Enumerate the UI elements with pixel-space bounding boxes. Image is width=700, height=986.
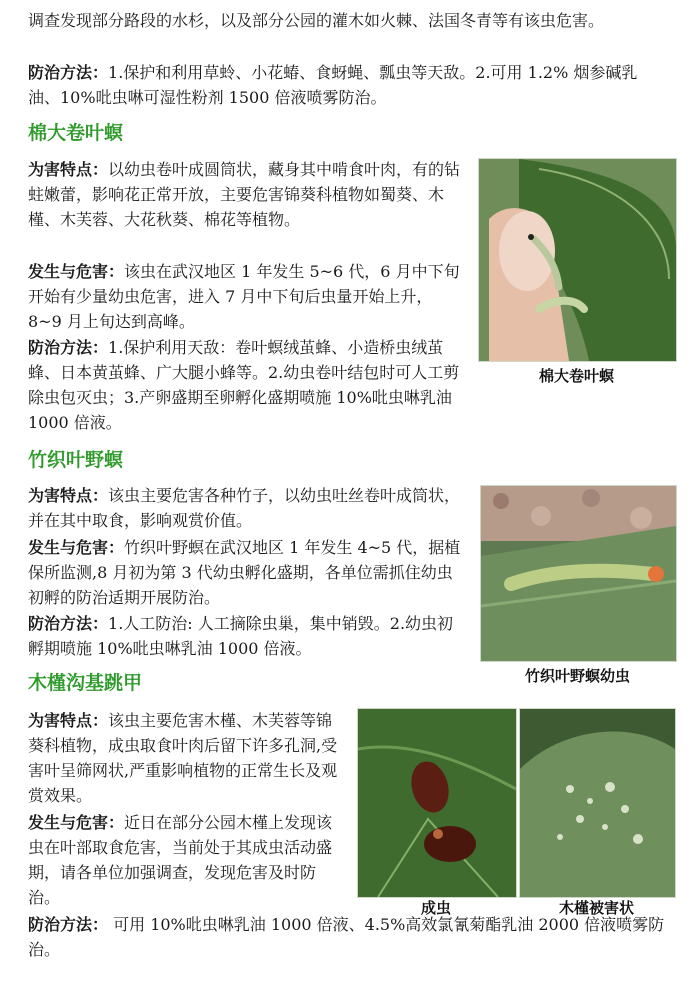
s1-damage-label: 为害特点： <box>28 160 109 179</box>
s3-occurrence-label: 发生与危害： <box>28 813 125 832</box>
intro-text <box>28 8 668 33</box>
s1-control-text: 1.保护利用天敌：卷叶螟绒茧蜂、小造桥虫绒茧蜂、日本黄茧蜂、广大腿小蜂等。2.幼虫卷叶结包时可人工剪除虫包灭虫；3.产卵盛期至卵孵化盛期喷施 10%吡虫啉乳油 1000 倍液。 <box>28 338 460 432</box>
s3-control-label: 防治方法： <box>28 915 109 934</box>
s1-control-label: 防治方法： <box>28 338 109 357</box>
caption-cotton-leafroller: 棉大卷叶螟 <box>538 367 614 385</box>
section-title-hibiscus-flea-beetle: 木槿沟基跳甲 <box>28 672 143 694</box>
s3-damage-text: 该虫主要危害木槿、木芙蓉等锦葵科植物，成虫取食叶肉后留下许多孔洞,受害叶呈筛网状,严重影响植物的正常生长及观赏效果。 <box>28 711 338 805</box>
caption-bamboo-larva: 竹织叶野螟幼虫 <box>524 667 630 685</box>
s1-damage <box>28 157 463 232</box>
s2-damage <box>28 483 468 533</box>
s2-damage-text: 该虫主要危害各种竹子，以幼虫吐丝卷叶成筒状，并在其中取食，影响观赏价值。 <box>28 486 461 530</box>
s1-control <box>28 335 463 435</box>
s3-control-text: 可用 10%吡虫啉乳油 1000 倍液、4.5%高效氯氰菊酯乳油 2000 倍液喷雾防治。 <box>28 915 665 959</box>
s3-damage <box>28 708 346 808</box>
intro-control-text: 1.保护和利用草蛉、小花蝽、食蚜蝇、瓢虫等天敌。2.可用 1.2% 烟参碱乳油、10%吡虫啉可湿性粉剂 1500 倍液喷雾防治。 <box>28 63 638 107</box>
s2-control-text: 1.人工防治: 人工摘除虫巢，集中销毁。2.幼虫初孵期喷施 10%吡虫啉乳油 1000 倍液。 <box>28 614 454 658</box>
s2-occurrence-text: 竹织叶野螟在武汉地区 1 年发生 4~5 代，据植保所监测,8 月初为第 3 代幼虫孵化盛期，各单位需抓住幼虫初孵的防治适期开展防治。 <box>28 538 461 607</box>
flea-beetle-adult-photo <box>357 708 517 898</box>
section-title-cotton-leafroller: 棉大卷叶螟 <box>28 122 124 144</box>
caption-adult-beetle: 成虫 <box>420 899 451 917</box>
s3-occurrence <box>28 810 346 910</box>
s2-damage-label: 为害特点： <box>28 486 109 505</box>
section-title-bamboo-leafroller: 竹织叶野螟 <box>28 449 124 471</box>
s3-control <box>28 912 668 962</box>
bamboo-leafroller-photo <box>480 485 677 662</box>
s2-control-label: 防治方法： <box>28 614 109 633</box>
intro-body: 调查发现部分路段的水杉，以及部分公园的灌木如火棘、法国冬青等有该虫危害。 <box>28 11 605 30</box>
s2-occurrence-label: 发生与危害： <box>28 538 125 557</box>
cotton-leafroller-photo <box>478 158 677 362</box>
s3-damage-label: 为害特点： <box>28 711 109 730</box>
intro-control-label: 防治方法： <box>28 63 109 82</box>
hibiscus-damage-photo <box>519 708 676 898</box>
caption-hibiscus-damage: 木槿被害状 <box>558 899 634 917</box>
s1-occurrence-label: 发生与危害： <box>28 262 125 281</box>
s1-occurrence <box>28 259 463 334</box>
s1-occurrence-text: 该虫在武汉地区 1 年发生 5~6 代，6 月中下旬开始有少量幼虫危害，进入 7 月中下旬后虫量开始上升，8~9 月上旬达到高峰。 <box>28 262 460 331</box>
s1-damage-text: 以幼虫卷叶成圆筒状，藏身其中啃食叶肉，有的钻蛀嫩蕾，影响花正常开放，主要危害锦葵科植物如蜀葵、木槿、木芙蓉、大花秋葵、棉花等植物。 <box>28 160 461 229</box>
s3-occurrence-text: 近日在部分公园木槿上发现该虫在叶部取食危害，当前处于其成虫活动盛期，请各单位加强调查，发现危害及时防治。 <box>28 813 333 907</box>
s2-control <box>28 611 468 661</box>
s2-occurrence <box>28 535 468 610</box>
intro-control <box>28 60 668 110</box>
